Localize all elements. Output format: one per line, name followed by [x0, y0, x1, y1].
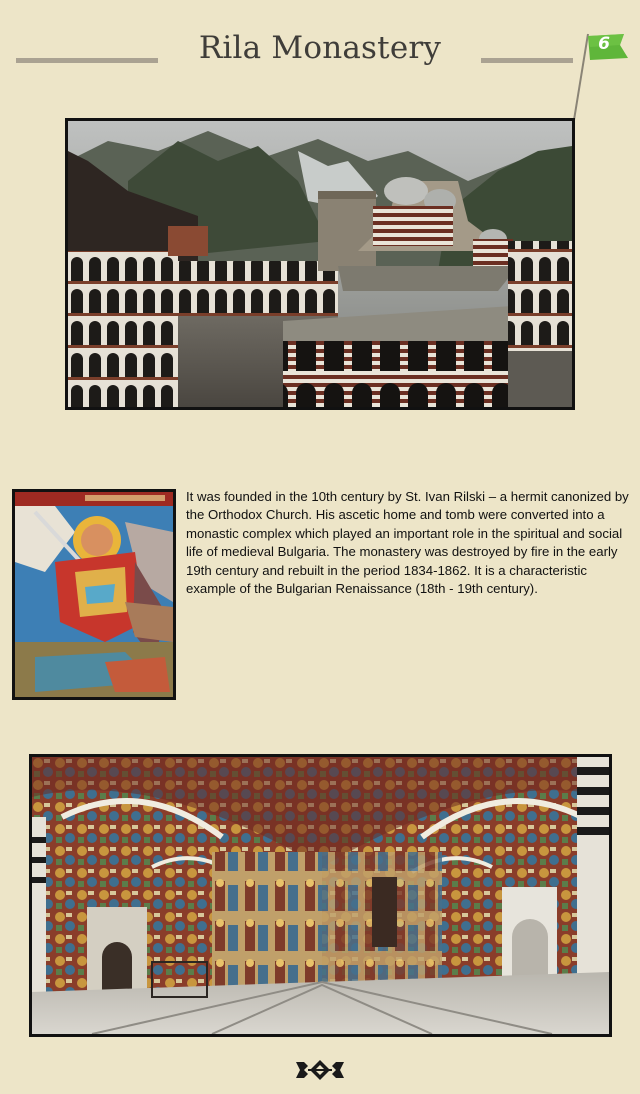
page-number: 6 — [598, 34, 610, 54]
ornament-icon — [296, 1058, 344, 1082]
page-title: Rila Monastery — [198, 30, 442, 66]
monastery-courtyard-photo — [65, 118, 575, 410]
archangel-michael-icon-painting — [12, 489, 176, 700]
monastery-description: It was founded in the 10th century by St. Ivan Rilski – a hermit canonized by the Orthodox Church. His ascetic home and tomb were converted into a monastic complex which played an important role in the spiritual and social life of medieval Bulgaria. The monastery was destroyed by fire in the early 19th century and rebuilt in the period 1834-1862. It is a characteristic example of the Bulgarian Renaissance (18th - 19th century). — [186, 489, 629, 597]
frescoed-arcade-photo — [29, 754, 612, 1037]
header-rule-right — [481, 58, 573, 63]
